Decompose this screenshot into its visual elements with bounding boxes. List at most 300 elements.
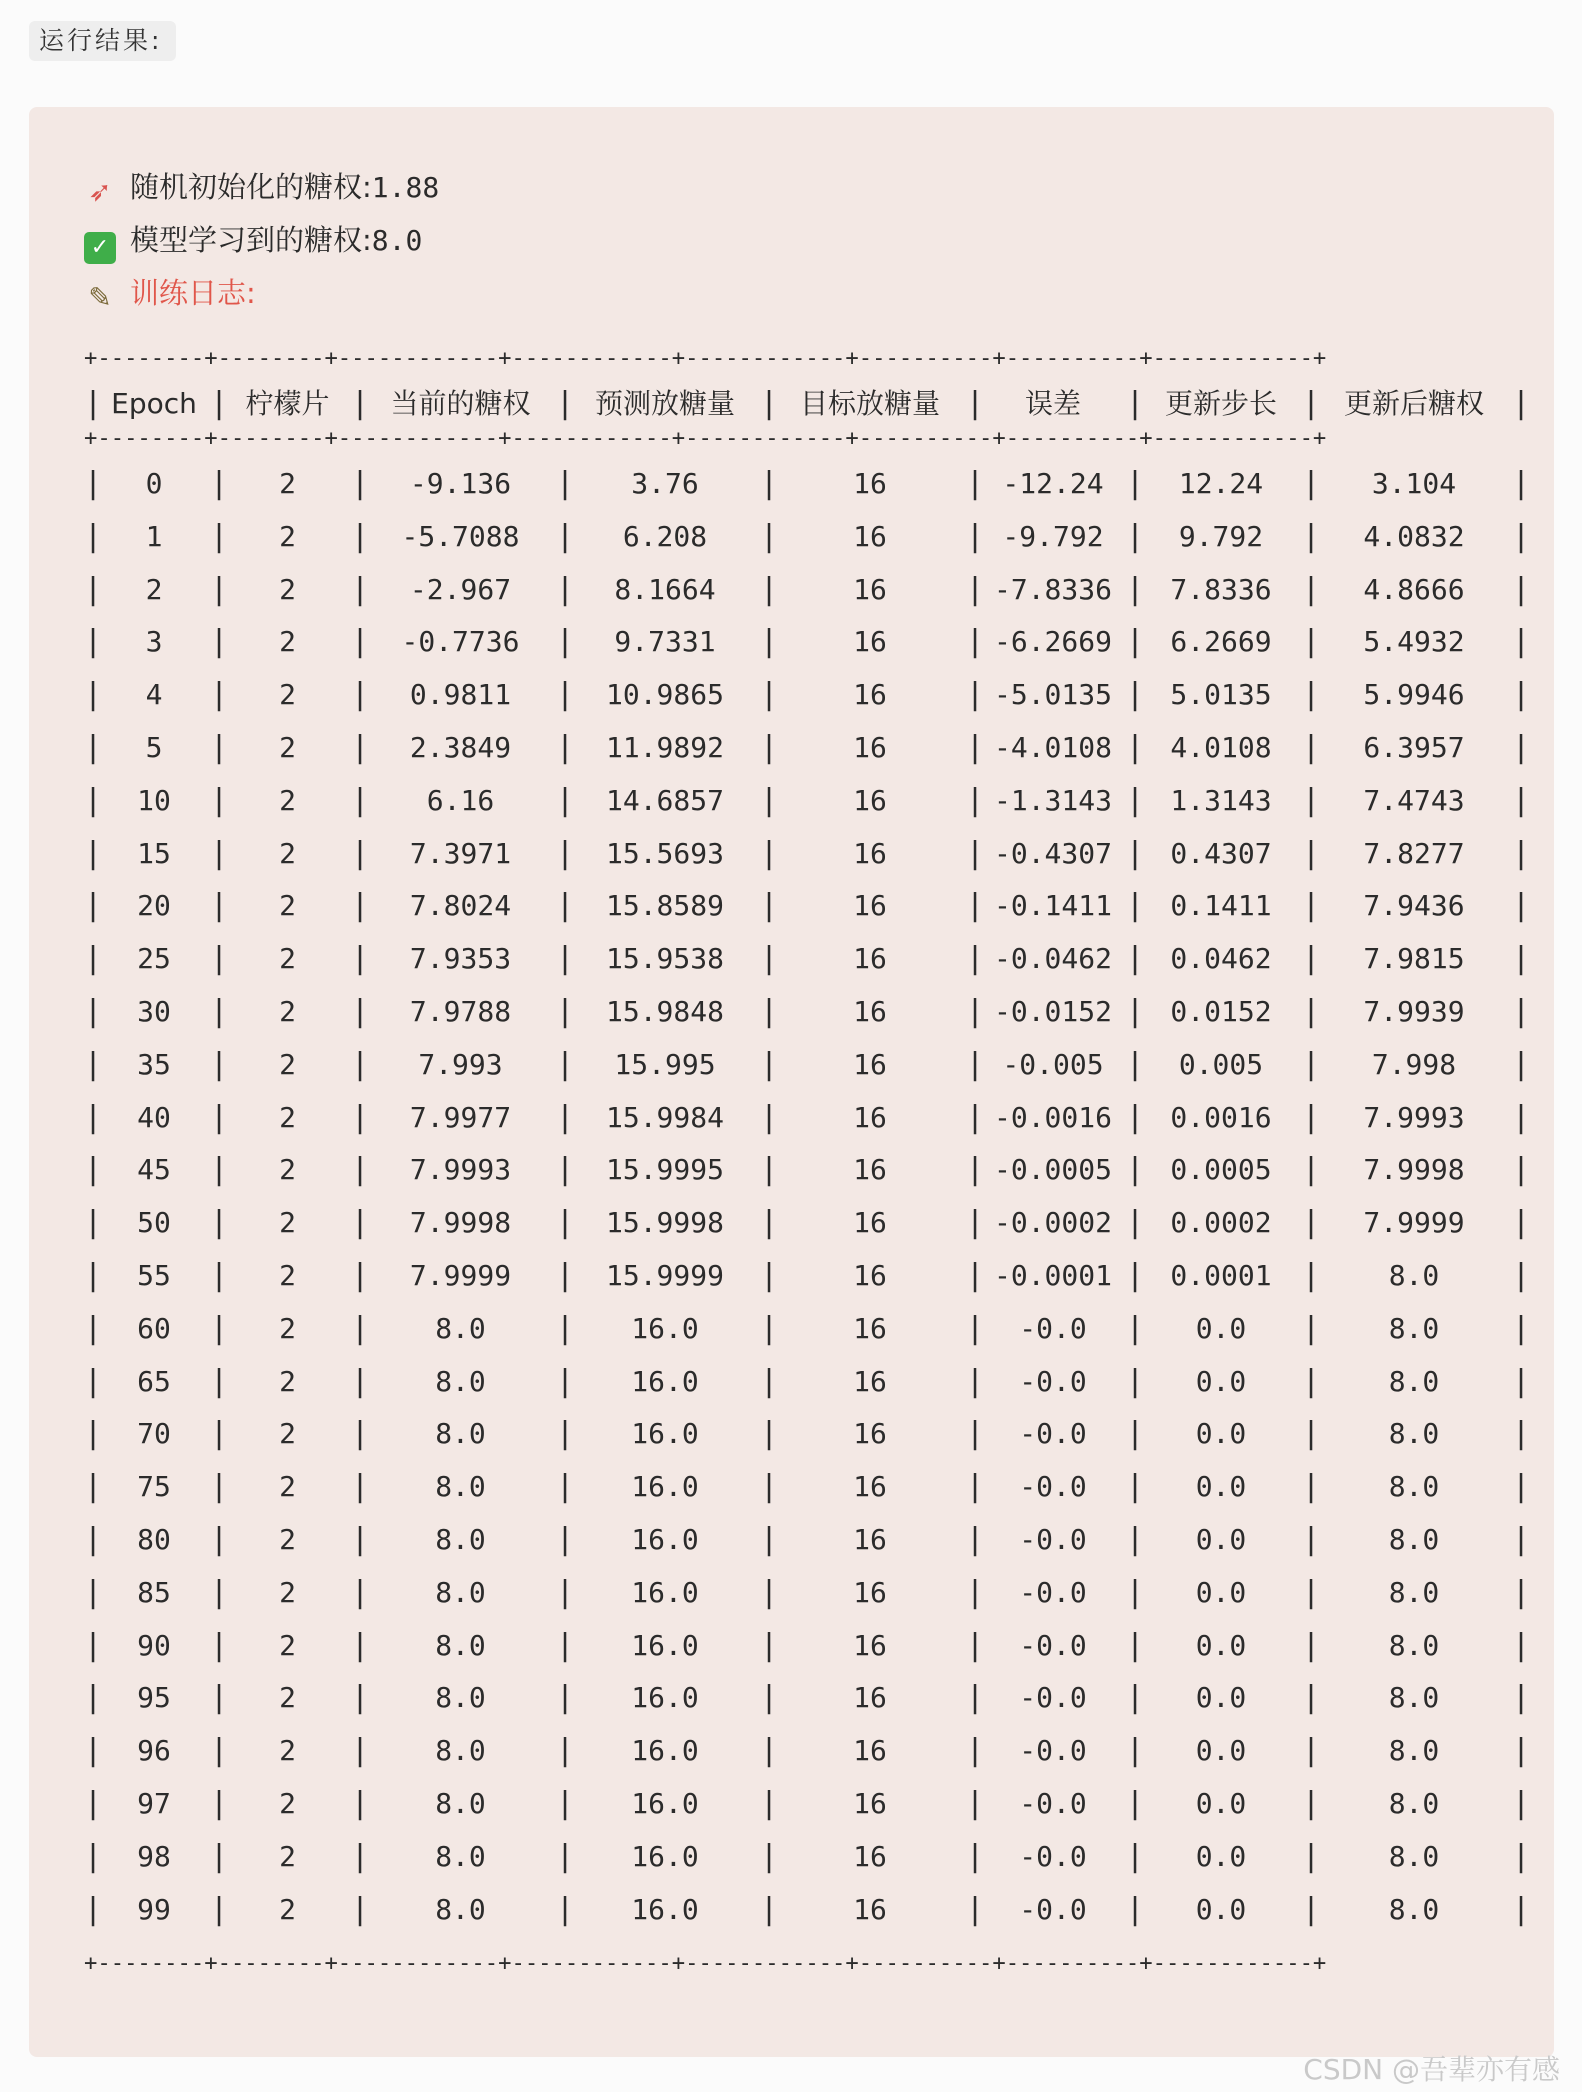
table-cell: 16	[853, 625, 887, 659]
column-divider: |	[1512, 1469, 1531, 1505]
column-divider: |	[84, 1152, 103, 1188]
table-row	[29, 1671, 1554, 1724]
column-divider: |	[556, 1099, 575, 1135]
column-divider: |	[84, 1046, 103, 1082]
column-divider: |	[1302, 941, 1321, 977]
column-divider: |	[1512, 1838, 1531, 1874]
table-cell: 16	[853, 1892, 887, 1926]
column-divider: |	[1126, 1627, 1145, 1663]
table-row	[29, 879, 1554, 932]
table-cell: 16	[853, 467, 887, 500]
table-cell: 7.8277	[1363, 836, 1465, 870]
table-cell: 16	[853, 678, 887, 712]
column-divider: |	[84, 1522, 103, 1557]
table-cell: 30	[137, 995, 171, 1028]
column-divider: |	[351, 941, 370, 977]
table-row	[29, 1513, 1554, 1566]
table-cell: -6.2669	[993, 625, 1112, 659]
column-divider: |	[556, 1786, 575, 1821]
column-divider: |	[84, 1891, 103, 1927]
column-divider: |	[1512, 888, 1531, 924]
column-divider: |	[84, 518, 103, 554]
column-divider: |	[1512, 677, 1531, 713]
column-divider: |	[966, 386, 985, 421]
column-divider: |	[760, 1838, 779, 1874]
table-cell: 2	[279, 1681, 296, 1715]
column-divider: |	[351, 1627, 370, 1663]
table-row	[29, 1566, 1554, 1619]
table-cell: 2	[279, 572, 296, 606]
learned-weight-label: 模型学习到的糖权:	[130, 223, 372, 257]
table-cell: 1	[145, 519, 163, 553]
column-divider: |	[210, 1680, 229, 1716]
column-divider: |	[760, 677, 779, 713]
table-cell: 8.0	[1388, 1734, 1440, 1768]
table-cell: -9.136	[409, 467, 512, 500]
column-divider: |	[351, 1416, 370, 1452]
column-divider: |	[210, 518, 229, 554]
table-header-cell: 更新后糖权	[1343, 387, 1484, 420]
table-cell: -0.0152	[993, 995, 1112, 1028]
table-row	[29, 563, 1554, 616]
table-cell: 16	[853, 1206, 887, 1240]
learned-weight-value: 8.0	[371, 224, 423, 257]
column-divider: |	[760, 1680, 779, 1716]
table-cell: -9.792	[1002, 519, 1104, 553]
table-cell: 0	[145, 467, 163, 500]
column-divider: |	[1126, 994, 1145, 1029]
column-divider: |	[556, 730, 575, 765]
table-cell: 7.9998	[1363, 1153, 1465, 1187]
table-cell: -0.0462	[993, 942, 1112, 976]
column-divider: |	[966, 677, 985, 713]
column-divider: |	[1126, 1310, 1145, 1346]
table-cell: 12.24	[1178, 467, 1264, 500]
column-divider: |	[210, 1310, 229, 1346]
table-cell: -1.3143	[993, 783, 1112, 817]
column-divider: |	[84, 835, 103, 871]
column-divider: |	[1512, 1680, 1531, 1716]
table-cell: -0.0	[1019, 1364, 1087, 1398]
table-cell: 5	[145, 731, 163, 764]
column-divider: |	[210, 1574, 229, 1610]
table-cell: 16	[853, 1523, 887, 1556]
column-divider: |	[351, 518, 370, 554]
table-cell: 96	[137, 1734, 171, 1768]
column-divider: |	[84, 386, 103, 421]
run-result-label: 运行结果:	[29, 21, 176, 61]
column-divider: |	[1302, 1416, 1321, 1452]
column-divider: |	[966, 571, 985, 607]
column-divider: |	[1126, 1416, 1145, 1452]
table-cell: 0.0001	[1170, 1259, 1272, 1292]
column-divider: |	[556, 518, 575, 554]
column-divider: |	[966, 1152, 985, 1188]
table-cell: 0.9811	[409, 678, 512, 712]
table-cell: 8.1664	[614, 572, 716, 606]
table-cell: 2	[279, 1470, 296, 1504]
column-divider: |	[966, 730, 985, 765]
table-cell: 16.0	[631, 1787, 699, 1820]
column-divider: |	[966, 782, 985, 818]
column-divider: |	[1512, 1152, 1531, 1188]
column-divider: |	[1512, 624, 1531, 660]
table-cell: 80	[137, 1523, 171, 1556]
table-cell: 95	[137, 1681, 171, 1715]
table-cell: 0.0	[1195, 1787, 1247, 1820]
table-cell: 16	[853, 572, 887, 606]
column-divider: |	[556, 466, 575, 501]
column-divider: |	[1302, 571, 1321, 607]
table-cell: 1.3143	[1170, 783, 1272, 817]
column-divider: |	[760, 1046, 779, 1082]
column-divider: |	[1126, 730, 1145, 765]
table-cell: 16.0	[631, 1523, 699, 1556]
column-divider: |	[351, 730, 370, 765]
column-divider: |	[1302, 1099, 1321, 1135]
table-cell: 16	[853, 1153, 887, 1187]
table-separator: +--------+--------+------------+------------+------------+----------+----------+------------+	[84, 345, 1327, 371]
table-cell: 16.0	[631, 1734, 699, 1768]
table-cell: 16	[853, 1259, 887, 1292]
table-cell: 8.0	[435, 1364, 486, 1398]
column-divider: |	[1126, 1205, 1145, 1241]
table-cell: 2	[279, 1417, 296, 1451]
column-divider: |	[966, 1099, 985, 1135]
table-cell: 2.3849	[409, 731, 512, 764]
table-separator: +--------+--------+------------+------------+------------+----------+----------+------------+	[84, 425, 1327, 451]
table-cell: -0.0	[1019, 1523, 1087, 1556]
column-divider: |	[1302, 782, 1321, 818]
column-divider: |	[210, 1046, 229, 1082]
column-divider: |	[1512, 994, 1531, 1029]
table-cell: 16	[853, 783, 887, 817]
column-divider: |	[1302, 835, 1321, 871]
table-cell: 15.9995	[605, 1153, 724, 1187]
column-divider: |	[760, 1786, 779, 1821]
column-divider: |	[1302, 1574, 1321, 1610]
column-divider: |	[966, 1627, 985, 1663]
table-cell: 16	[853, 1681, 887, 1715]
column-divider: |	[1302, 1205, 1321, 1241]
table-cell: -0.0	[1019, 1311, 1087, 1345]
column-divider: |	[1126, 1046, 1145, 1082]
column-divider: |	[966, 1363, 985, 1399]
table-cell: 14.6857	[605, 783, 724, 817]
table-cell: -0.005	[1002, 1047, 1104, 1081]
column-divider: |	[556, 1205, 575, 1241]
table-cell: 8.0	[435, 1628, 486, 1662]
column-divider: |	[966, 888, 985, 924]
column-divider: |	[1302, 1522, 1321, 1557]
table-cell: 15.8589	[605, 889, 724, 923]
table-cell: -0.0	[1019, 1417, 1087, 1451]
column-divider: |	[1126, 677, 1145, 713]
table-cell: 2	[279, 1206, 296, 1240]
table-cell: -0.1411	[993, 889, 1112, 923]
table-cell: 2	[279, 1628, 296, 1662]
column-divider: |	[556, 1469, 575, 1505]
table-cell: 2	[279, 1364, 296, 1398]
column-divider: |	[84, 941, 103, 977]
table-cell: 8.0	[435, 1734, 486, 1768]
table-row	[29, 1249, 1554, 1302]
table-cell: 7.9993	[409, 1153, 512, 1187]
table-cell: 16	[853, 1839, 887, 1873]
column-divider: |	[966, 994, 985, 1029]
table-cell: 2	[279, 1259, 296, 1292]
column-divider: |	[760, 1891, 779, 1927]
column-divider: |	[556, 1891, 575, 1927]
column-divider: |	[556, 888, 575, 924]
table-cell: 7.8336	[1170, 572, 1272, 606]
column-divider: |	[1512, 1363, 1531, 1399]
column-divider: |	[84, 466, 103, 501]
column-divider: |	[210, 1891, 229, 1927]
table-cell: 16	[853, 1364, 887, 1398]
column-divider: |	[760, 518, 779, 554]
column-divider: |	[760, 1099, 779, 1135]
memo-icon: ✎	[88, 281, 112, 314]
column-divider: |	[1126, 1522, 1145, 1557]
table-cell: 8.0	[1388, 1787, 1440, 1820]
table-cell: -5.0135	[993, 678, 1112, 712]
table-cell: 16	[853, 1470, 887, 1504]
table-cell: 0.0016	[1170, 1100, 1272, 1134]
column-divider: |	[760, 1733, 779, 1769]
table-cell: 2	[279, 625, 296, 659]
table-cell: 7.9788	[409, 995, 512, 1028]
column-divider: |	[966, 1046, 985, 1082]
column-divider: |	[1302, 624, 1321, 660]
column-divider: |	[1126, 1733, 1145, 1769]
table-row	[29, 774, 1554, 827]
column-divider: |	[210, 1099, 229, 1135]
table-header-cell: 误差	[1024, 387, 1081, 420]
column-divider: |	[84, 1469, 103, 1505]
table-cell: 16.0	[631, 1417, 699, 1451]
column-divider: |	[556, 1733, 575, 1769]
table-cell: 8.0	[1388, 1311, 1440, 1345]
column-divider: |	[1512, 1099, 1531, 1135]
column-divider: |	[1126, 1891, 1145, 1927]
column-divider: |	[210, 835, 229, 871]
column-divider: |	[1302, 1258, 1321, 1293]
table-row	[29, 510, 1554, 563]
column-divider: |	[210, 624, 229, 660]
table-cell: 50	[137, 1206, 171, 1240]
column-divider: |	[1512, 1310, 1531, 1346]
table-cell: -4.0108	[993, 731, 1112, 764]
column-divider: |	[351, 1258, 370, 1293]
column-divider: |	[351, 466, 370, 501]
table-cell: 16	[853, 1047, 887, 1081]
table-header-cell: 目标放糖量	[799, 387, 940, 420]
table-row	[29, 1619, 1554, 1672]
column-divider: |	[556, 1838, 575, 1874]
table-cell: 85	[137, 1575, 171, 1609]
column-divider: |	[84, 1627, 103, 1663]
column-divider: |	[84, 1786, 103, 1821]
table-cell: 16	[853, 1100, 887, 1134]
column-divider: |	[84, 1733, 103, 1769]
column-divider: |	[210, 1258, 229, 1293]
table-cell: 7.8024	[409, 889, 512, 923]
column-divider: |	[1126, 571, 1145, 607]
table-cell: -0.0	[1019, 1839, 1087, 1873]
column-divider: |	[966, 941, 985, 977]
table-cell: 15.9999	[605, 1259, 724, 1292]
table-row	[29, 721, 1554, 774]
column-divider: |	[556, 1258, 575, 1293]
column-divider: |	[351, 1205, 370, 1241]
table-cell: 2	[279, 836, 296, 870]
table-cell: 15.995	[614, 1047, 716, 1081]
table-cell: 2	[279, 519, 296, 553]
column-divider: |	[1126, 1469, 1145, 1505]
column-divider: |	[210, 1416, 229, 1452]
column-divider: |	[1302, 1680, 1321, 1716]
column-divider: |	[1512, 782, 1531, 818]
table-cell: 90	[137, 1628, 171, 1662]
table-cell: 6.208	[622, 519, 708, 553]
table-cell: -0.4307	[993, 836, 1112, 870]
column-divider: |	[1512, 571, 1531, 607]
table-row	[29, 1038, 1554, 1091]
table-cell: -2.967	[409, 572, 512, 606]
column-divider: |	[556, 1310, 575, 1346]
column-divider: |	[556, 1574, 575, 1610]
column-divider: |	[1512, 1416, 1531, 1452]
table-cell: -0.0	[1019, 1628, 1087, 1662]
column-divider: |	[84, 624, 103, 660]
column-divider: |	[760, 888, 779, 924]
column-divider: |	[1512, 1046, 1531, 1082]
column-divider: |	[760, 1310, 779, 1346]
table-row	[29, 1407, 1554, 1460]
column-divider: |	[351, 624, 370, 660]
column-divider: |	[1302, 1786, 1321, 1821]
column-divider: |	[556, 835, 575, 871]
table-cell: 2	[279, 889, 296, 923]
column-divider: |	[210, 994, 229, 1029]
column-divider: |	[84, 1099, 103, 1135]
table-cell: 2	[279, 1047, 296, 1081]
column-divider: |	[1302, 1838, 1321, 1874]
column-divider: |	[1126, 1258, 1145, 1293]
column-divider: |	[1302, 1363, 1321, 1399]
table-row	[29, 1091, 1554, 1144]
column-divider: |	[351, 1522, 370, 1557]
table-row	[29, 1196, 1554, 1249]
column-divider: |	[760, 730, 779, 765]
table-cell: 8.0	[1388, 1839, 1440, 1873]
table-cell: 16.0	[631, 1628, 699, 1662]
column-divider: |	[210, 1363, 229, 1399]
table-cell: 7.9998	[409, 1206, 512, 1240]
column-divider: |	[1302, 677, 1321, 713]
column-divider: |	[1126, 518, 1145, 554]
column-divider: |	[84, 888, 103, 924]
table-cell: 15	[137, 836, 171, 870]
column-divider: |	[210, 466, 229, 501]
table-cell: 9.7331	[614, 625, 716, 659]
table-row	[29, 1460, 1554, 1513]
column-divider: |	[84, 1838, 103, 1874]
column-divider: |	[1512, 1522, 1531, 1557]
table-cell: 0.0	[1195, 1734, 1247, 1768]
table-cell: 5.9946	[1363, 678, 1465, 712]
column-divider: |	[760, 1416, 779, 1452]
table-cell: 6.2669	[1170, 625, 1272, 659]
table-cell: 16	[853, 1787, 887, 1820]
table-cell: 2	[279, 1153, 296, 1187]
table-cell: -0.0	[1019, 1470, 1087, 1504]
table-cell: 7.9939	[1363, 995, 1465, 1028]
column-divider: |	[351, 1363, 370, 1399]
column-divider: |	[84, 1258, 103, 1293]
table-cell: 0.0	[1195, 1892, 1247, 1926]
table-cell: 6.16	[426, 783, 495, 817]
table-cell: 2	[279, 1787, 296, 1820]
table-row	[29, 615, 1554, 668]
column-divider: |	[1126, 941, 1145, 977]
column-divider: |	[1126, 624, 1145, 660]
column-divider: |	[1126, 386, 1145, 421]
table-cell: 16	[853, 889, 887, 923]
table-cell: 15.5693	[605, 836, 724, 870]
table-cell: 4.0832	[1363, 519, 1465, 553]
table-cell: 6.3957	[1363, 731, 1465, 764]
table-cell: 0.4307	[1170, 836, 1272, 870]
table-cell: 2	[279, 1311, 296, 1345]
column-divider: |	[210, 730, 229, 765]
table-cell: 10.9865	[605, 678, 724, 712]
column-divider: |	[1512, 835, 1531, 871]
column-divider: |	[1302, 1627, 1321, 1663]
column-divider: |	[1302, 386, 1321, 421]
column-divider: |	[351, 571, 370, 607]
column-divider: |	[1126, 888, 1145, 924]
column-divider: |	[1512, 1574, 1531, 1610]
table-cell: 2	[279, 1839, 296, 1873]
output-panel	[29, 107, 1554, 2057]
column-divider: |	[966, 1680, 985, 1716]
table-header-cell: 当前的糖权	[390, 387, 531, 420]
rocket-icon: ➶	[88, 175, 112, 208]
table-cell: 4.0108	[1170, 731, 1272, 764]
column-divider: |	[351, 1786, 370, 1821]
table-cell: 7.9999	[409, 1259, 512, 1292]
table-cell: -0.0005	[993, 1153, 1112, 1187]
column-divider: |	[556, 941, 575, 977]
table-cell: 35	[137, 1047, 171, 1081]
table-cell: 8.0	[1388, 1523, 1440, 1556]
table-cell: 8.0	[1388, 1681, 1440, 1715]
table-cell: 7.3971	[409, 836, 512, 870]
column-divider: |	[556, 1680, 575, 1716]
table-cell: -0.0002	[993, 1206, 1112, 1240]
table-cell: 10	[137, 783, 171, 817]
column-divider: |	[1126, 1152, 1145, 1188]
table-cell: 9.792	[1178, 519, 1264, 553]
column-divider: |	[351, 1574, 370, 1610]
table-cell: -0.0	[1019, 1787, 1087, 1820]
column-divider: |	[351, 1680, 370, 1716]
table-cell: 8.0	[1388, 1575, 1440, 1609]
column-divider: |	[84, 1680, 103, 1716]
column-divider: |	[84, 1205, 103, 1241]
